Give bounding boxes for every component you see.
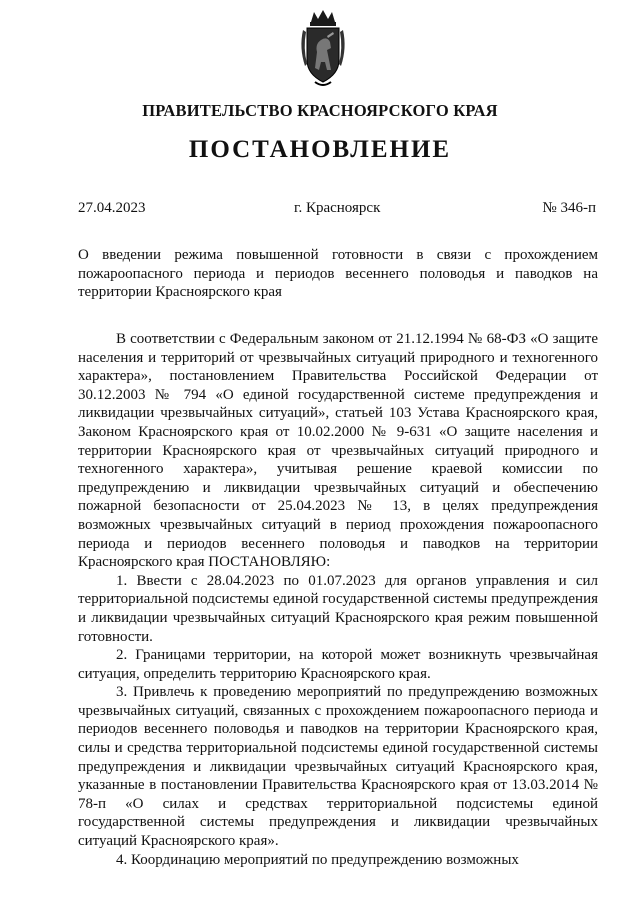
clause-4: 4. Координацию мероприятий по предупреждению возможных: [116, 851, 519, 868]
document-subject: О введении режима повышенной готовности в связи с прохождением пожароопасного периода и периодов весеннего половодья и паводков на территории Красноярского края: [78, 247, 598, 300]
clause-1: 1. Ввести с 28.04.2023 по 01.07.2023 для органов управления и сил территориальной подсистемы единой государственной системы предупреждения и ликвидации чрезвычайных ситуаций Красноярского края режим повышенной готовности.: [78, 572, 598, 645]
document-meta: [78, 200, 598, 220]
document-city: г. Красноярск: [294, 200, 381, 216]
document-date: 27.04.2023: [78, 200, 146, 216]
document-body: [78, 330, 598, 869]
clause-3: 3. Привлечь к проведению мероприятий по предупреждению возможных чрезвычайных ситуаций, связанных с прохождением пожароопасного периода и периодов весеннего половодья и паводков на территории Красноярского края, силы и средства территориальной подсистемы единой государственной системы предупреждения и ликвидации чрезвычайных ситуаций Красноярского края, указанные в постановлении Правительства Красноярского края от 13.03.2014 № 78-п «О силах и средствах территориальной подсистемы единой государственной системы предупреждения и ликвидации чрезвычайных ситуаций Красноярского края».: [78, 684, 598, 850]
government-title: ПРАВИТЕЛЬСТВО КРАСНОЯРСКОГО КРАЯ: [142, 101, 498, 120]
document-type: ПОСТАНОВЛЕНИЕ: [188, 136, 452, 163]
preamble-paragraph: В соответствии с Федеральным законом от 21.12.1994 № 68-ФЗ «О защите населения и территорий от чрезвычайных ситуаций природного и техногенного характера», постановлением Правительства Российской Федерации от 30.12.2003 № 794 «О единой государственной системе предупреждения и ликвидации чрезвычайных ситуаций», статьей 103 Устава Красноярского края, Законом Красноярского края от 10.02.2000 № 9-631 «О защите населения и территории Красноярского края от чрезвычайных ситуаций природного и техногенного характера», учитывая решение краевой комиссии по предупреждению и ликвидации чрезвычайных ситуаций и обеспечению пожарной безопасности от 25.04.2023 № 13, в целях предупреждения возможных чрезвычайных ситуаций в период прохождения пожароопасного периода и периодов весеннего половодья и паводков на территории Красноярского края ПОСТАНОВЛЯЮ:: [78, 331, 598, 571]
document-number: № 346-п: [542, 200, 596, 216]
coat-of-arms-icon: [297, 8, 349, 88]
clause-2: 2. Границами территории, на которой может возникнуть чрезвычайная ситуация, определить территорию Красноярского края.: [78, 647, 598, 682]
